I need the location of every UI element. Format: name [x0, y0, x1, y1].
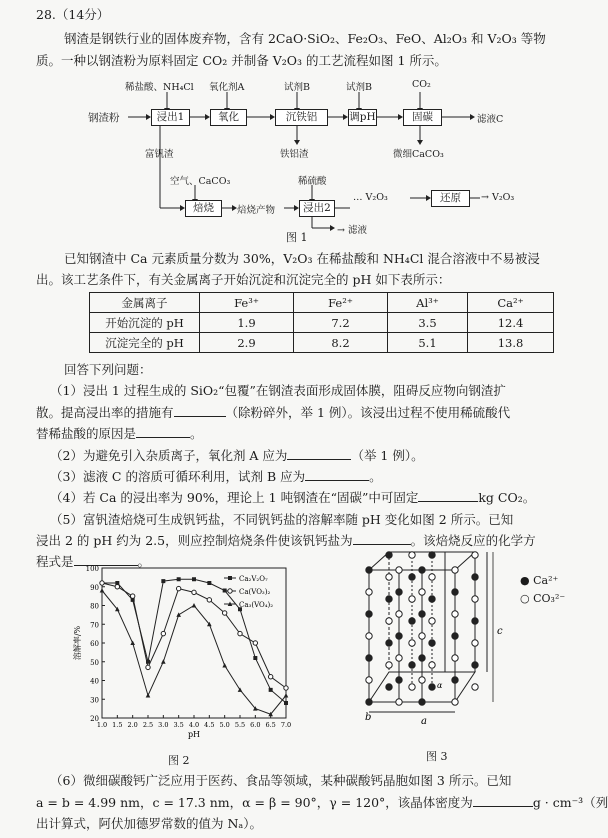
- carbonate-ion: [386, 574, 392, 580]
- carbonate-ion: [452, 611, 458, 617]
- answer-blank[interactable]: [287, 459, 351, 460]
- data-point: [176, 612, 181, 617]
- answer-blank[interactable]: [418, 501, 478, 502]
- carbonate-ion: [409, 552, 415, 558]
- legend-label: Ca₂V₂O₇: [239, 575, 268, 583]
- flow-label-reagentB2: 试剂B: [346, 82, 372, 93]
- y-tick-label: 60: [90, 640, 99, 648]
- q5-line-3: 程式是 。: [36, 554, 151, 569]
- data-point: [100, 581, 104, 585]
- para2-line-1: 已知钢渣中 Ca 元素质量分数为 30%，V₂O₃ 在稀盐酸和 NH₄Cl 混合溶液中不易被浸: [64, 251, 540, 266]
- ca-ion: [396, 589, 402, 595]
- data-point: [284, 686, 288, 690]
- legend-label: Ca₃(VO₄)₂: [239, 601, 274, 609]
- ca-ion: [419, 699, 425, 705]
- ca-ion: [419, 611, 425, 617]
- carbonate-ion: [396, 611, 402, 617]
- flow-box-carbon: 固碳: [403, 109, 442, 126]
- x-tick-label: 3.0: [158, 721, 169, 729]
- flow-label-reagentB1: 试剂B: [284, 82, 310, 93]
- data-point: [192, 603, 197, 608]
- flow-box-ph: 调pH: [348, 109, 377, 126]
- carbonate-ion: [366, 677, 372, 683]
- q4-line: （4）若 Ca 的浸出率为 90%，理论上 1 吨钢渣在“固碳”中可固定 kg CO₂。: [50, 490, 536, 505]
- data-point: [115, 585, 119, 589]
- flow-box-reduce: 还原: [431, 190, 470, 207]
- x-tick-label: 1.0: [96, 721, 108, 729]
- y-tick-label: 80: [90, 602, 99, 611]
- ca-ion: [419, 567, 425, 573]
- carbonate-ion: [419, 633, 425, 639]
- ca-ion: [366, 611, 372, 617]
- q5-line-2: 浸出 2 的 pH 约为 2.5，则应控制焙烧条件使该钒钙盐为 。该焙烧反应的化学方: [36, 533, 536, 548]
- flow-label-co2: CO₂: [412, 79, 431, 90]
- data-point: [238, 631, 242, 635]
- q2-line: （2）为避免引入杂质离子，氧化剂 A 应为 （举 1 例）。: [50, 448, 424, 463]
- q1-line-3: 替稀盐酸的原因是 。: [36, 426, 203, 441]
- carbonate-ion: [429, 662, 435, 668]
- carbonate-ion: [409, 684, 415, 690]
- carbonate-ion: [429, 574, 435, 580]
- x-tick-label: 3.5: [173, 721, 184, 729]
- data-point: [192, 577, 196, 581]
- x-tick-label: 6.5: [265, 721, 276, 729]
- cell-label-b: b: [365, 712, 372, 723]
- answer-blank[interactable]: [305, 480, 369, 481]
- x-tick-label: 5.5: [234, 721, 246, 729]
- x-tick-label: 5.0: [219, 721, 230, 729]
- answer-blank[interactable]: [473, 806, 533, 807]
- flow-lower-label-2: 稀硫酸: [298, 176, 327, 187]
- ca-ion: [386, 552, 392, 558]
- ca-ion: [452, 677, 458, 683]
- ca-ion: [396, 633, 402, 639]
- flow-box-oxidize: 氧化: [210, 109, 247, 126]
- series-line: [102, 591, 286, 715]
- q6-line-1: （6）微细碳酸钙广泛应用于医药、食品等领域，某种碳酸钙晶胞如图 3 所示。已知: [50, 773, 512, 788]
- answer-intro: 回答下列问题：: [64, 362, 152, 377]
- flow-raw: 钢渣粉: [88, 112, 120, 124]
- carbonate-ion: [409, 596, 415, 602]
- ca-ion: [366, 699, 372, 705]
- data-point: [100, 588, 105, 593]
- ca-ion: [452, 589, 458, 595]
- ca-ion: [386, 596, 392, 602]
- legend-marker: [228, 576, 232, 580]
- y-axis-label: 溶解率/%: [73, 625, 82, 661]
- ca-ion: [472, 662, 478, 668]
- carbonate-ion: [472, 552, 478, 558]
- x-tick-label: 4.5: [204, 721, 215, 729]
- ca-ion: [409, 574, 415, 580]
- flow-side: 富钒渣: [145, 149, 174, 160]
- carbonate-ion: [429, 618, 435, 624]
- table-row: 沉淀完全的 pH 2.9 8.2 5.1 13.8: [90, 333, 554, 353]
- data-point: [222, 611, 226, 615]
- carbonate-ion: [366, 589, 372, 595]
- ca-ion: [386, 640, 392, 646]
- q1-line-2: 散。提高浸出率的措施有 （除粉碎外，举 1 例）。该浸出过程不使用稀硫酸代: [36, 405, 511, 420]
- x-tick-label: 2.0: [127, 721, 138, 729]
- figure1-caption: 图 1: [286, 231, 308, 244]
- data-point: [161, 579, 165, 583]
- ca-ion: [429, 684, 435, 690]
- data-point: [207, 581, 211, 585]
- legend-label: Ca(VO₃)₂: [239, 588, 271, 596]
- x-tick-label: 6.0: [250, 721, 261, 729]
- carbonate-ion: [396, 567, 402, 573]
- data-point: [253, 656, 257, 660]
- flow-label-oxidant: 氧化剂A: [209, 82, 245, 93]
- data-point: [222, 663, 227, 668]
- cell-label-alpha: α: [437, 681, 443, 690]
- carbonate-ion: [452, 655, 458, 661]
- data-point: [268, 675, 272, 679]
- solubility-chart: [70, 562, 310, 772]
- flow-box-leach2: 浸出2: [299, 200, 335, 217]
- flow-output-filtrate: 滤液C: [477, 114, 504, 125]
- carbonate-ion: [409, 640, 415, 646]
- data-point: [284, 701, 288, 705]
- flow-box-roast: 焙烧: [185, 200, 222, 217]
- flow-roast-product: 焙烧产物: [237, 205, 276, 216]
- y-tick-label: 90: [90, 583, 99, 592]
- flow-output-fe-al: 铁铝渣: [280, 149, 309, 160]
- q5-line-1: （5）富钒渣焙烧可生成钒钙盐，不同钒钙盐的溶解率随 pH 变化如图 2 所示。已知: [50, 512, 514, 527]
- data-point: [207, 598, 211, 602]
- data-point: [130, 641, 135, 646]
- data-point: [161, 631, 165, 635]
- q6-line-2: a = b = 4.99 nm，c = 17.3 nm，α = β = 90°，γ = 120°，该晶体密度为 g · cm⁻³（列: [36, 795, 608, 810]
- ca-ion: [429, 596, 435, 602]
- legend-marker: [228, 589, 232, 593]
- ca-ion: [419, 655, 425, 661]
- figure2-caption: 图 2: [168, 754, 190, 767]
- carbonate-ion: [452, 567, 458, 573]
- ca-ion: [366, 567, 372, 573]
- data-point: [269, 688, 273, 692]
- ca-ion: [409, 662, 415, 668]
- intro-line-1: 钢渣是钢铁行业的固体废弃物，含有 2CaO·SiO₂、Fe₂O₃、FeO、Al₂O₃ 和 V₂O₃ 等物: [64, 31, 546, 46]
- carbonate-ion: [452, 699, 458, 705]
- ca-ion: [472, 574, 478, 580]
- ca-ion: [386, 684, 392, 690]
- x-tick-label: 4.0: [188, 721, 200, 729]
- table-header-row: 金属离子 Fe³⁺ Fe²⁺ Al³⁺ Ca²⁺: [90, 293, 554, 313]
- carbonate-ion: [472, 640, 478, 646]
- ca-ion: [409, 618, 415, 624]
- data-point: [176, 586, 180, 590]
- y-tick-label: 40: [90, 677, 99, 686]
- cell-label-c: c: [497, 626, 503, 637]
- q3-line: （3）滤液 C 的溶质可循环利用，试剂 B 应为 。: [50, 469, 382, 484]
- flow-v2o3-mid: … V₂O₃: [353, 192, 388, 203]
- x-tick-label: 2.5: [142, 721, 154, 729]
- x-tick-label: 1.5: [112, 721, 123, 729]
- series-line: [102, 579, 286, 703]
- data-point: [146, 693, 151, 698]
- y-tick-label: 100: [85, 565, 99, 573]
- figure3-caption: 图 3: [426, 750, 448, 763]
- data-point: [177, 577, 181, 581]
- answer-blank[interactable]: [174, 416, 226, 417]
- flow-filtrate2: → 滤液: [337, 225, 367, 236]
- data-point: [253, 641, 257, 645]
- ph-table: [89, 292, 554, 353]
- carbonate-ion: [472, 596, 478, 602]
- answer-blank[interactable]: [353, 544, 411, 545]
- legend-ca: ● Ca²⁺: [520, 574, 559, 587]
- ca-ion: [366, 655, 372, 661]
- ca-ion: [429, 640, 435, 646]
- data-point: [130, 594, 134, 598]
- q6-line-3: 出计算式，阿伏加德罗常数的值为 Nₐ）。: [36, 816, 262, 831]
- carbonate-ion: [396, 655, 402, 661]
- cell-label-a: a: [421, 716, 427, 727]
- y-tick-label: 30: [90, 696, 99, 705]
- carbonate-ion: [366, 633, 372, 639]
- x-axis-label: pH: [187, 730, 201, 739]
- carbonate-ion: [386, 618, 392, 624]
- data-point: [161, 659, 166, 664]
- carbonate-ion: [419, 677, 425, 683]
- data-point: [192, 590, 196, 594]
- y-tick-label: 20: [90, 715, 99, 723]
- data-point: [284, 693, 289, 698]
- ca-ion: [396, 677, 402, 683]
- intro-line-2: 质。一种以钢渣粉为原料固定 CO₂ 并制备 V₂O₃ 的工艺流程如图 1 所示。: [36, 53, 447, 68]
- data-point: [146, 665, 150, 669]
- ca-ion: [429, 552, 435, 558]
- flow-label-reagent1: 稀盐酸、NH₄Cl: [125, 82, 194, 93]
- flow-box-precip: 沉铁铝: [275, 109, 328, 126]
- y-tick-label: 50: [90, 658, 99, 667]
- flow-v2o3-final: → V₂O₃: [481, 192, 515, 203]
- legend-co3: ○ CO₃²⁻: [520, 592, 566, 605]
- ca-ion: [452, 633, 458, 639]
- x-tick-label: 7.0: [280, 721, 292, 729]
- flow-output-caco3: 微细CaCO₃: [393, 149, 444, 160]
- carbonate-ion: [396, 699, 402, 705]
- carbonate-ion: [386, 662, 392, 668]
- flow-box-leach1: 浸出1: [151, 109, 190, 126]
- q1-line-1: （1）浸出 1 过程生成的 SiO₂“包覆”在钢渣表面形成固体膜，阻碍反应物向钢渣扩: [50, 383, 506, 398]
- question-number: 28.（14分）: [36, 7, 110, 22]
- para2-line-2: 出。该工艺条件下，有关金属离子开始沉淀和沉淀完全的 pH 如下表所示：: [36, 272, 451, 287]
- answer-blank[interactable]: [136, 437, 190, 438]
- flow-lower-label-1: 空气、CaCO₃: [170, 176, 231, 187]
- y-tick-label: 70: [90, 621, 99, 630]
- carbonate-ion: [419, 589, 425, 595]
- ca-ion: [472, 618, 478, 624]
- carbonate-ion: [472, 684, 478, 690]
- table-row: 开始沉淀的 pH 1.9 7.2 3.5 12.4: [90, 313, 554, 333]
